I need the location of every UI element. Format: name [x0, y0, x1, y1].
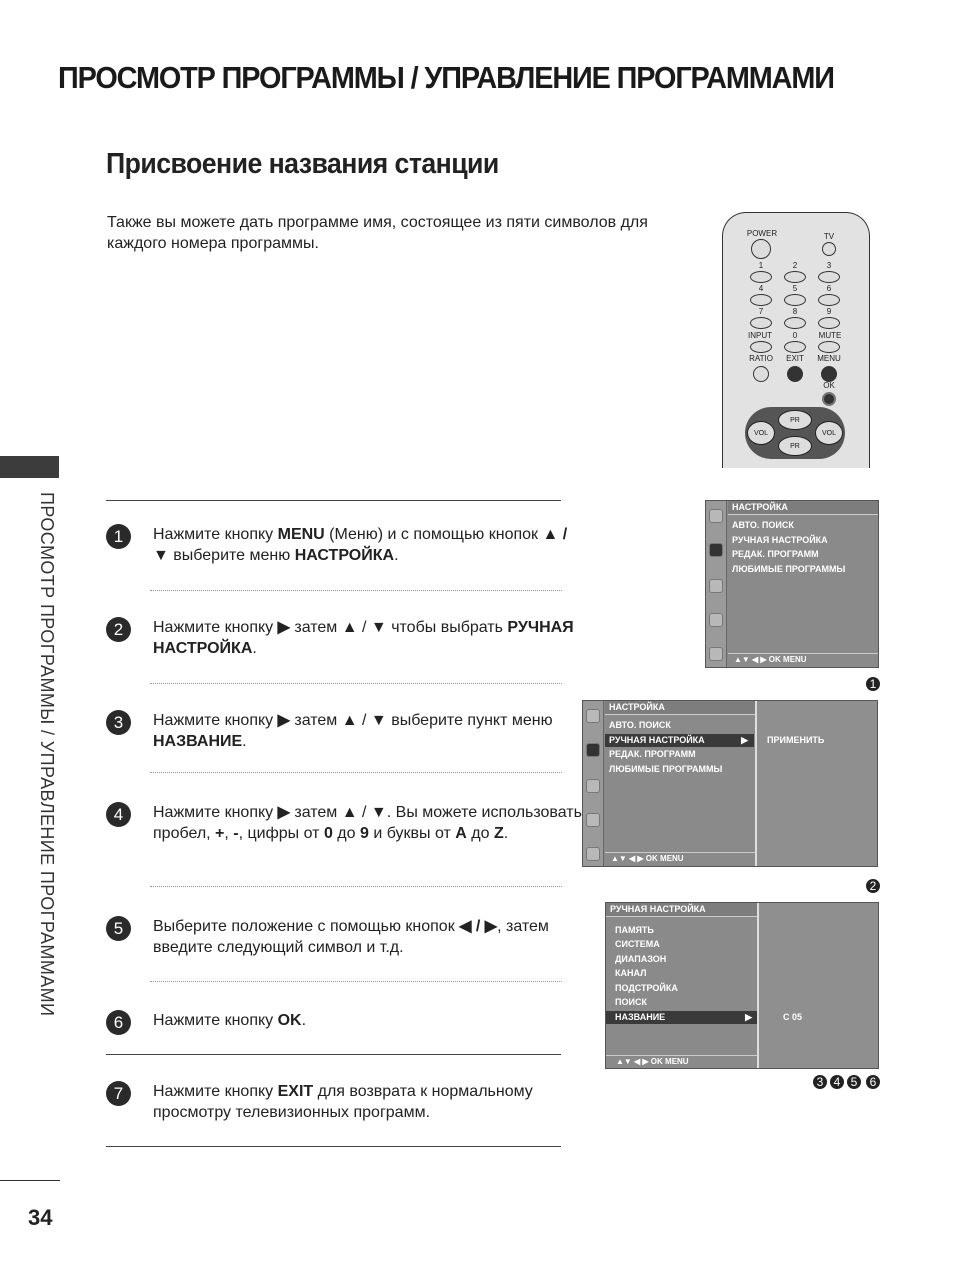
step-text: Нажмите кнопку MENU (Меню) и с помощью кнопок ▲ / ▼ выберите меню НАСТРОЙКА. — [153, 526, 568, 564]
zero-button — [784, 341, 806, 353]
digit-button-3 — [818, 271, 840, 283]
section-title: Присвоение названия станции — [106, 148, 499, 180]
page-title: ПРОСМОТР ПРОГРАММЫ / УПРАВЛЕНИЕ ПРОГРАММАМИ — [58, 60, 834, 95]
step-number: 1 — [106, 524, 131, 549]
digit-button-9 — [818, 317, 840, 329]
pr-up-button — [778, 410, 812, 430]
exit-button — [787, 366, 803, 382]
step-divider — [150, 981, 562, 982]
side-tab-marker — [0, 456, 59, 478]
callout-1: 1 — [866, 677, 880, 691]
digit-label-7: 7 — [758, 307, 764, 316]
callout-3: 3 — [813, 1075, 827, 1089]
option-icon — [709, 647, 723, 661]
step-number: 7 — [106, 1081, 131, 1106]
osd-item-selected — [605, 734, 754, 747]
ratio-label: RATIO — [749, 354, 773, 363]
digit-label-4: 4 — [758, 284, 764, 293]
osd-icon-column — [706, 501, 727, 667]
osd-item: СИСТЕМА — [615, 939, 660, 949]
step-text: Нажмите кнопку EXIT для возврата к нормальному просмотру телевизионных программ. — [153, 1083, 533, 1121]
step-number: 5 — [106, 916, 131, 941]
step-divider — [150, 590, 562, 591]
osd-item: ПОИСК — [615, 997, 647, 1007]
exit-label: EXIT — [786, 354, 804, 363]
digit-button-8 — [784, 317, 806, 329]
callout-2: 2 — [866, 879, 880, 893]
picture-icon — [709, 543, 723, 557]
digit-label-1: 1 — [758, 261, 764, 270]
digit-button-6 — [818, 294, 840, 306]
step-number: 6 — [106, 1010, 131, 1035]
section-rule-top — [106, 500, 561, 501]
callout-5: 5 — [847, 1075, 861, 1089]
osd-footer: ▲▼ ◀ ▶ OK MENU — [606, 1055, 757, 1068]
osd-item: ПАМЯТЬ — [615, 925, 654, 935]
digit-button-4 — [750, 294, 772, 306]
osd-menu-setup — [705, 500, 879, 668]
tv-label: TV — [823, 232, 835, 241]
mute-button — [818, 341, 840, 353]
osd-name-value: C 05 — [783, 1012, 803, 1022]
vol-left-button — [747, 421, 775, 445]
navigation-pad — [745, 407, 845, 459]
power-button — [751, 239, 771, 259]
osd-menu-manual-tuning — [605, 902, 879, 1069]
mute-label: MUTE — [818, 331, 842, 340]
intro-text: Также вы можете дать программе имя, состоящее из пяти символов для каждого номера программы. — [107, 214, 648, 252]
input-button — [750, 341, 772, 353]
step-number: 3 — [106, 710, 131, 735]
step-divider — [150, 683, 562, 684]
osd-header: НАСТРОЙКА — [728, 501, 878, 515]
sound-icon — [586, 779, 600, 793]
vol-left-label: VOL — [753, 430, 768, 437]
osd-name-panel — [757, 903, 878, 1068]
power-label: POWER — [746, 229, 778, 238]
chevron-right-icon: ▶ — [741, 735, 748, 745]
osd-footer: ▲▼ ◀ ▶ OK MENU — [728, 653, 878, 666]
digit-button-1 — [750, 271, 772, 283]
section-rule-bottom — [106, 1146, 561, 1147]
digit-label-2: 2 — [792, 261, 798, 270]
ok-label: OK — [823, 381, 835, 390]
digit-button-7 — [750, 317, 772, 329]
step-text: Выберите положение с помощью кнопок ◀ / ▶, затем введите следующий символ и т.д. — [153, 918, 549, 956]
osd-header: РУЧНАЯ НАСТРОЙКА — [606, 903, 757, 917]
digit-label-3: 3 — [826, 261, 832, 270]
digit-button-2 — [784, 271, 806, 283]
step-text: Нажмите кнопку ▶ затем ▲ / ▼ чтобы выбрать РУЧНАЯ НАСТРОЙКА. — [153, 619, 574, 657]
menu-button — [821, 366, 837, 382]
pr-up-label: PR — [790, 417, 800, 424]
vol-right-label: VOL — [821, 430, 836, 437]
time-icon — [586, 813, 600, 827]
step-number: 2 — [106, 617, 131, 642]
osd-item: ЛЮБИМЫЕ ПРОГРАММЫ — [732, 564, 846, 574]
step-text: Нажмите кнопку ▶ затем ▲ / ▼. Вы можете использовать пробел, +, -, цифры от 0 до 9 и буквы от А до Z. — [153, 804, 582, 842]
osd-item: РЕДАК. ПРОГРАММ — [609, 749, 696, 759]
step-number: 4 — [106, 802, 131, 827]
input-label: INPUT — [748, 331, 772, 340]
digit-label-9: 9 — [826, 307, 832, 316]
osd-item-label: НАЗВАНИЕ — [615, 1012, 666, 1022]
callout-6: 6 — [866, 1075, 880, 1089]
option-icon — [586, 847, 600, 861]
chevron-right-icon: ▶ — [745, 1012, 752, 1022]
osd-item-selected — [606, 1011, 757, 1024]
antenna-icon — [709, 509, 723, 523]
ratio-button — [753, 366, 769, 382]
osd-item: ЛЮБИМЫЕ ПРОГРАММЫ — [609, 764, 723, 774]
menu-label: MENU — [817, 354, 841, 363]
osd-menu-setup-submenu — [582, 700, 878, 867]
osd-item-label: РУЧНАЯ НАСТРОЙКА — [609, 735, 705, 745]
callout-4: 4 — [830, 1075, 844, 1089]
section-rule-mid — [106, 1054, 561, 1055]
osd-item: РУЧНАЯ НАСТРОЙКА — [732, 535, 828, 545]
osd-item: АВТО. ПОИСК — [732, 520, 794, 530]
side-chapter-label: ПРОСМОТР ПРОГРАММЫ / УПРАВЛЕНИЕ ПРОГРАММАМИ — [37, 492, 57, 1017]
digit-label-8: 8 — [792, 307, 798, 316]
remote-control-illustration — [722, 212, 870, 468]
digit-label-6: 6 — [826, 284, 832, 293]
antenna-icon — [586, 709, 600, 723]
time-icon — [709, 613, 723, 627]
osd-item: ПОДСТРОЙКА — [615, 983, 678, 993]
osd-item: ДИАПАЗОН — [615, 954, 667, 964]
digit-button-5 — [784, 294, 806, 306]
zero-label: 0 — [792, 331, 798, 340]
osd-header: НАСТРОЙКА — [605, 701, 755, 715]
osd-item: РЕДАК. ПРОГРАММ — [732, 549, 819, 559]
step-divider — [150, 886, 562, 887]
picture-icon — [586, 743, 600, 757]
step-text: Нажмите кнопку OK. — [153, 1012, 307, 1029]
osd-apply-label: ПРИМЕНИТЬ — [767, 735, 825, 745]
page-number-rule — [0, 1180, 60, 1181]
ok-button — [822, 392, 836, 406]
digit-label-5: 5 — [792, 284, 798, 293]
pr-down-label: PR — [790, 443, 800, 450]
vol-right-button — [815, 421, 843, 445]
osd-item: КАНАЛ — [615, 968, 647, 978]
page-number: 34 — [28, 1205, 53, 1230]
osd-submenu-panel — [755, 701, 877, 866]
tv-button — [822, 242, 836, 256]
sound-icon — [709, 579, 723, 593]
step-text: Нажмите кнопку ▶ затем ▲ / ▼ выберите пункт меню НАЗВАНИЕ. — [153, 712, 553, 750]
osd-icon-column — [583, 701, 604, 866]
step-divider — [150, 772, 562, 773]
pr-down-button — [778, 436, 812, 456]
osd-footer: ▲▼ ◀ ▶ OK MENU — [605, 852, 755, 865]
osd-item: АВТО. ПОИСК — [609, 720, 671, 730]
